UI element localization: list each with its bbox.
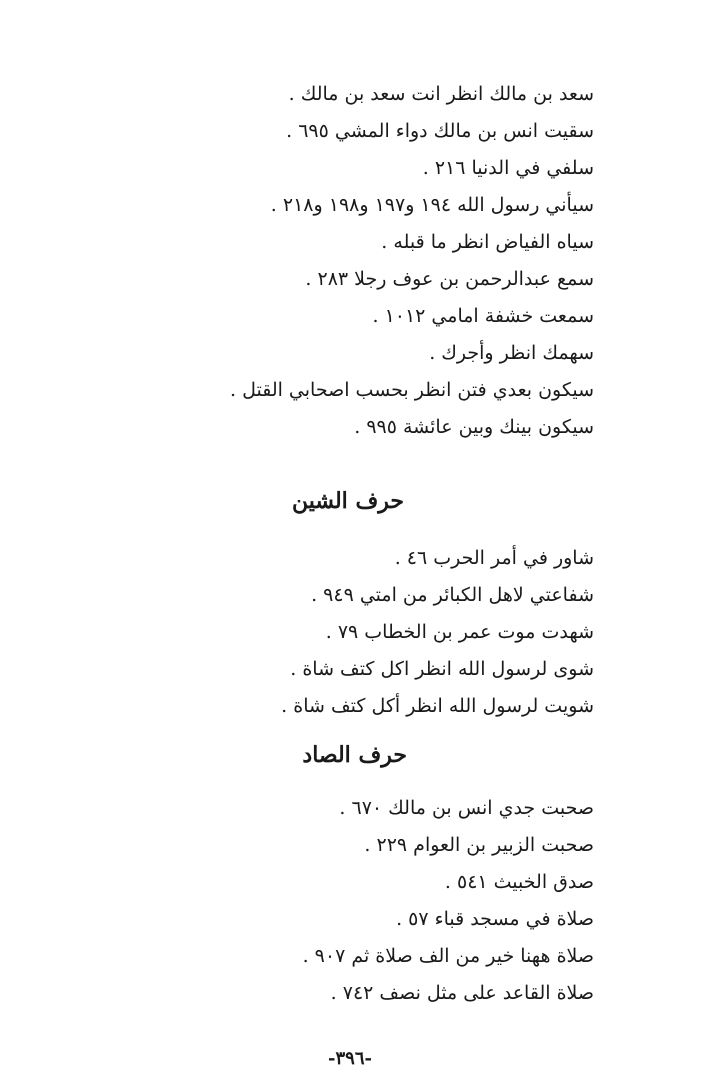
index-entry: شوى لرسول الله انظر اكل كتف شاة .	[290, 658, 594, 680]
index-entry: سمع عبدالرحمن بن عوف رجلا ٢٨٣ .	[305, 268, 594, 290]
index-entry: سياه الفياض انظر ما قبله .	[381, 231, 594, 253]
section-heading-shin: حرف الشين	[291, 488, 404, 514]
entry-list-shin	[54, 540, 594, 725]
page-number: -٣٩٦-	[328, 1048, 372, 1069]
index-entry: سعد بن مالك انظر انت سعد بن مالك .	[288, 83, 594, 105]
index-entry: صدق الخبيث ٥٤١ .	[444, 871, 594, 893]
index-entry: سهمك انظر وأجرك .	[429, 342, 594, 364]
index-entry: سيكون بعدي فتن انظر بحسب اصحابي القتل .	[230, 379, 594, 401]
index-entry: صلاة ههنا خير من الف صلاة ثم ٩٠٧ .	[302, 945, 594, 967]
index-entry: سلفي في الدنيا ٢١٦ .	[422, 157, 594, 179]
entry-list-sad	[54, 790, 594, 1012]
index-entry: شاور في أمر الحرب ٤٦ .	[394, 547, 594, 569]
index-entry: صلاة في مسجد قباء ٥٧ .	[396, 908, 594, 930]
index-entry: شفاعتي لاهل الكبائر من امتي ٩٤٩ .	[311, 584, 594, 606]
index-entry: سيكون بينك وبين عائشة ٩٩٥ .	[354, 416, 594, 438]
index-entry: سيأني رسول الله ١٩٤ و١٩٧ و١٩٨ و٢١٨ .	[270, 194, 594, 216]
index-entry: سمعت خشفة امامي ١٠١٢ .	[372, 305, 594, 327]
index-entry: صلاة القاعد على مثل نصف ٧٤٢ .	[330, 982, 594, 1004]
index-entry: شهدت موت عمر بن الخطاب ٧٩ .	[325, 621, 594, 643]
index-entry: شويت لرسول الله انظر أكل كتف شاة .	[281, 695, 594, 717]
entry-list-sin	[54, 76, 594, 446]
index-entry: سقيت انس بن مالك دواء المشي ٦٩٥ .	[286, 120, 594, 142]
index-entry: صحبت الزبير بن العوام ٢٢٩ .	[364, 834, 594, 856]
index-entry: صحبت جدي انس بن مالك ٦٧٠ .	[339, 797, 594, 819]
section-heading-sad: حرف الصاد	[302, 742, 407, 768]
